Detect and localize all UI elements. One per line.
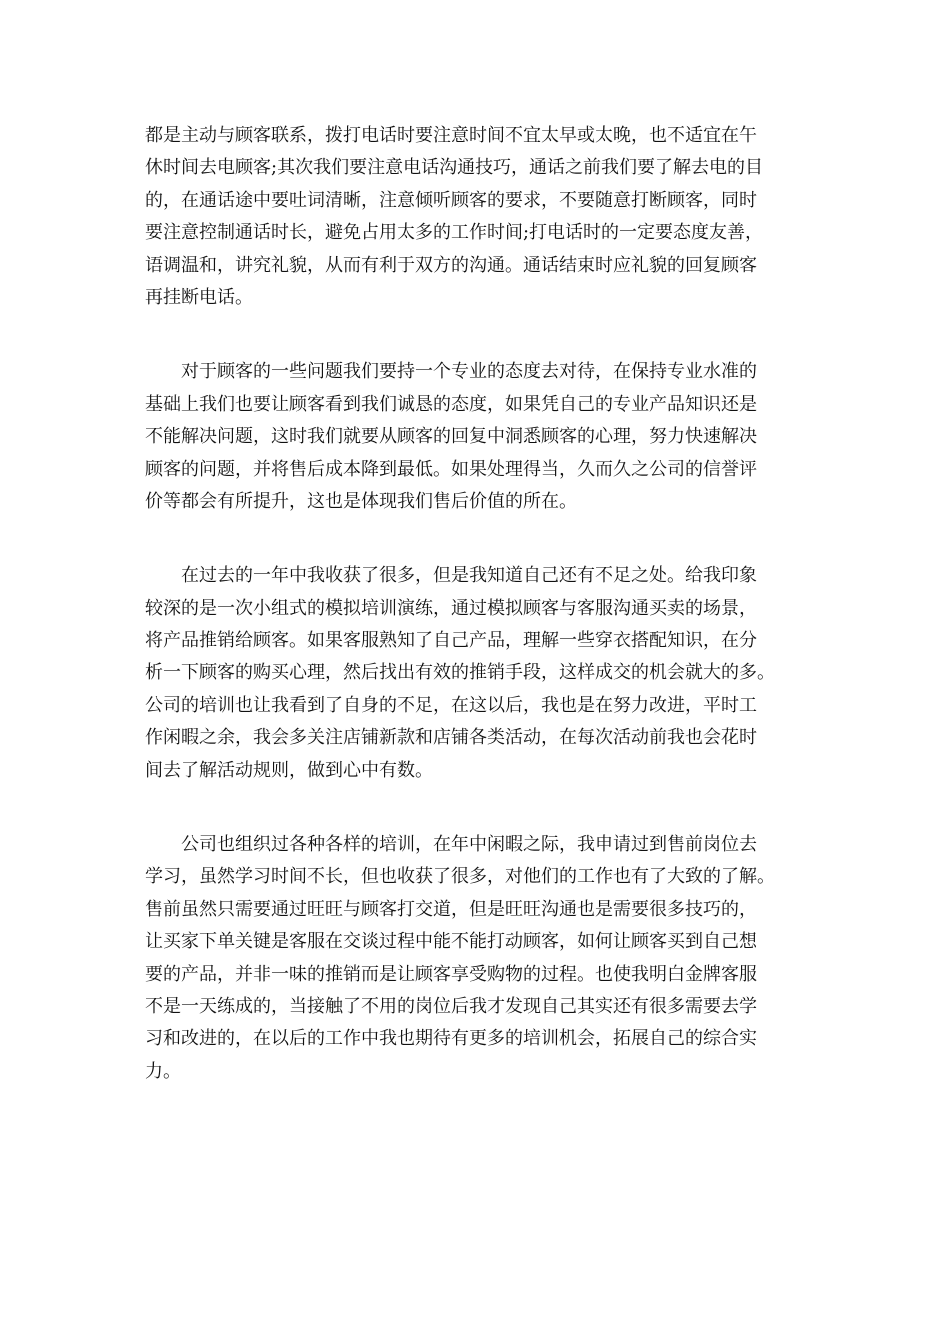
text-line: 较深的是一次小组式的模拟培训演练，通过模拟顾客与客服沟通买卖的场景， <box>145 597 757 619</box>
text-line: 让买家下单关键是客服在交谈过程中能不能打动顾客，如何让顾客买到自己想 <box>145 931 757 953</box>
text-line: 公司的培训也让我看到了自身的不足，在这以后，我也是在努力改进，平时工 <box>145 694 757 716</box>
text-line: 析一下顾客的购买心理，然后找出有效的推销手段，这样成交的机会就大的多。 <box>145 662 775 684</box>
text-line: 要的产品，并非一味的推销而是让顾客享受购物的过程。也使我明白金牌客服 <box>145 963 757 985</box>
text-line: 都是主动与顾客联系，拨打电话时要注意时间不宜太早或太晚，也不适宜在午 <box>145 125 757 146</box>
text-line: 基础上我们也要让顾客看到我们诚恳的态度，如果凭自己的专业产品知识还是 <box>145 393 757 415</box>
text-line: 学习，虽然学习时间不长，但也收获了很多，对他们的工作也有了大致的了解。 <box>145 866 775 888</box>
text-line: 售前虽然只需要通过旺旺与顾客打交道，但是旺旺沟通也是需要很多技巧的， <box>145 898 757 920</box>
text-line: 价等都会有所提升，这也是体现我们售后价值的所在。 <box>145 490 577 512</box>
text-line: 休时间去电顾客;其次我们要注意电话沟通技巧，通话之前我们要了解去电的目 <box>145 157 764 179</box>
text-line: 将产品推销给顾客。如果客服熟知了自己产品，理解一些穿衣搭配知识，在分 <box>145 630 757 652</box>
text-line: 公司也组织过各种各样的培训，在年中闲暇之际，我申请过到售前岗位去 <box>145 834 757 856</box>
paragraph-3 <box>145 560 825 787</box>
text-line: 要注意控制通话时长，避免占用太多的工作时间;打电话时的一定要态度友善， <box>145 222 764 244</box>
document-body <box>145 120 825 1088</box>
text-line: 间去了解活动规则，做到心中有数。 <box>145 759 433 781</box>
paragraph-4 <box>145 829 825 1088</box>
text-line: 力。 <box>145 1060 181 1082</box>
text-line: 顾客的问题，并将售后成本降到最低。如果处理得当，久而久之公司的信誉评 <box>145 458 757 480</box>
text-line: 的，在通话途中要吐词清晰，注意倾听顾客的要求，不要随意打断顾客，同时 <box>145 189 757 211</box>
text-line: 在过去的一年中我收获了很多，但是我知道自己还有不足之处。给我印象 <box>145 565 757 587</box>
paragraph-2 <box>145 356 825 518</box>
text-line: 不能解决问题，这时我们就要从顾客的回复中洞悉顾客的心理，努力快速解决 <box>145 426 757 448</box>
paragraph-1 <box>145 120 825 314</box>
text-line: 不是一天练成的，当接触了不用的岗位后我才发现自己其实还有很多需要去学 <box>145 995 757 1017</box>
text-line: 再挂断电话。 <box>145 286 253 308</box>
text-line: 习和改进的，在以后的工作中我也期待有更多的培训机会，拓展自己的综合实 <box>145 1028 757 1050</box>
text-line: 对于顾客的一些问题我们要持一个专业的态度去对待，在保持专业水准的 <box>145 361 757 383</box>
text-line: 作闲暇之余，我会多关注店铺新款和店铺各类活动，在每次活动前我也会花时 <box>145 727 757 749</box>
text-line: 语调温和，讲究礼貌，从而有利于双方的沟通。通话结束时应礼貌的回复顾客 <box>145 254 757 276</box>
